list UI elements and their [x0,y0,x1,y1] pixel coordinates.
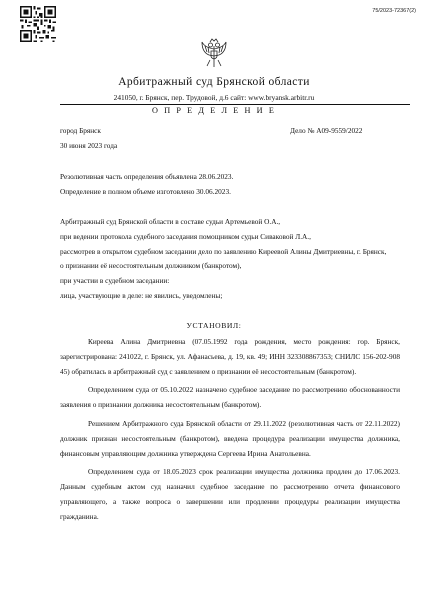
paragraph: Решением Арбитражного суда Брянской области от 29.11.2022 (резолютивная часть от 22.11.2022) должник признан несостоятельным (банкротом), введена процедура реализации имущества должника, финансовым управляющим должника утверждена Сергеева Ирина Анатольевна. [60,418,400,458]
intro-block [60,215,400,304]
document-title: О П Р Е Д Е Л Е Н И Е [152,106,276,115]
intro-line: рассмотрев в открытом судебном заседании дело по заявлению Киреевой Алины Дмитриевны, г. Брянск, [60,246,387,256]
qr-code [20,6,56,42]
paragraph: Киреева Алина Дмитриевна (07.05.1992 года рождения, место рождения: гор. Брянск, зарегистрирована: 241022, г. Брянск, ул. Афанасьева, д. 19, кв. 49; ИНН 323308867353; СНИЛС 156-202-908 45) обратилась в арбитражный суд с заявлением о признании её несостоятельным (банкротом). [60,337,400,376]
coat-of-arms-emblem [201,38,227,68]
intro-line: при ведении протокола судебного заседания помощником судьи Сиваковой Л.А., [60,231,311,241]
intro-line: при участии в судебном заседании: [60,276,170,286]
paragraph: Определением суда от 05.10.2022 назначено судебное заседание по рассмотрению обоснованности заявления о признании должника несостоятельным (банкротом). [60,385,400,410]
intro-line: о признании её несостоятельным должником (банкротом), [60,261,242,271]
case-number: Дело № А09-9559/2022 [290,126,363,135]
court-name: Арбитражный суд Брянской области [118,76,310,88]
established-heading: УСТАНОВИЛ: [186,321,242,330]
intro-line: Арбитражный суд Брянской области в составе судьи Артемьевой О.А., [60,217,281,226]
paragraph: Определением суда от 18.05.2023 срок реализации имущества должника продлен до 17.06.2023. Данным судебным актом суд назначил судебное заседание по рассмотрению отчета финансового управляющего, а также вопроса о завершении или продлении процедуры реализации имущества гражданина. [60,467,400,521]
full-text-note: Определение в полном объеме изготовлено 30.06.2023. [60,187,231,196]
document-id: 75/2023-72367(2) [372,8,416,14]
court-address: 241050, г. Брянск, пер. Трудовой, д.6 сайт: www.bryansk.arbitr.ru [113,93,315,102]
header-divider [60,104,410,105]
intro-line: лица, участвующие в деле: не явились, уведомлены; [60,290,223,300]
body-text [60,335,400,525]
city: город Брянск [60,126,101,135]
decision-date: 30 июня 2023 года [60,141,118,150]
announced-note: Резолютивная часть определения объявлена 28.06.2023. [60,172,234,181]
